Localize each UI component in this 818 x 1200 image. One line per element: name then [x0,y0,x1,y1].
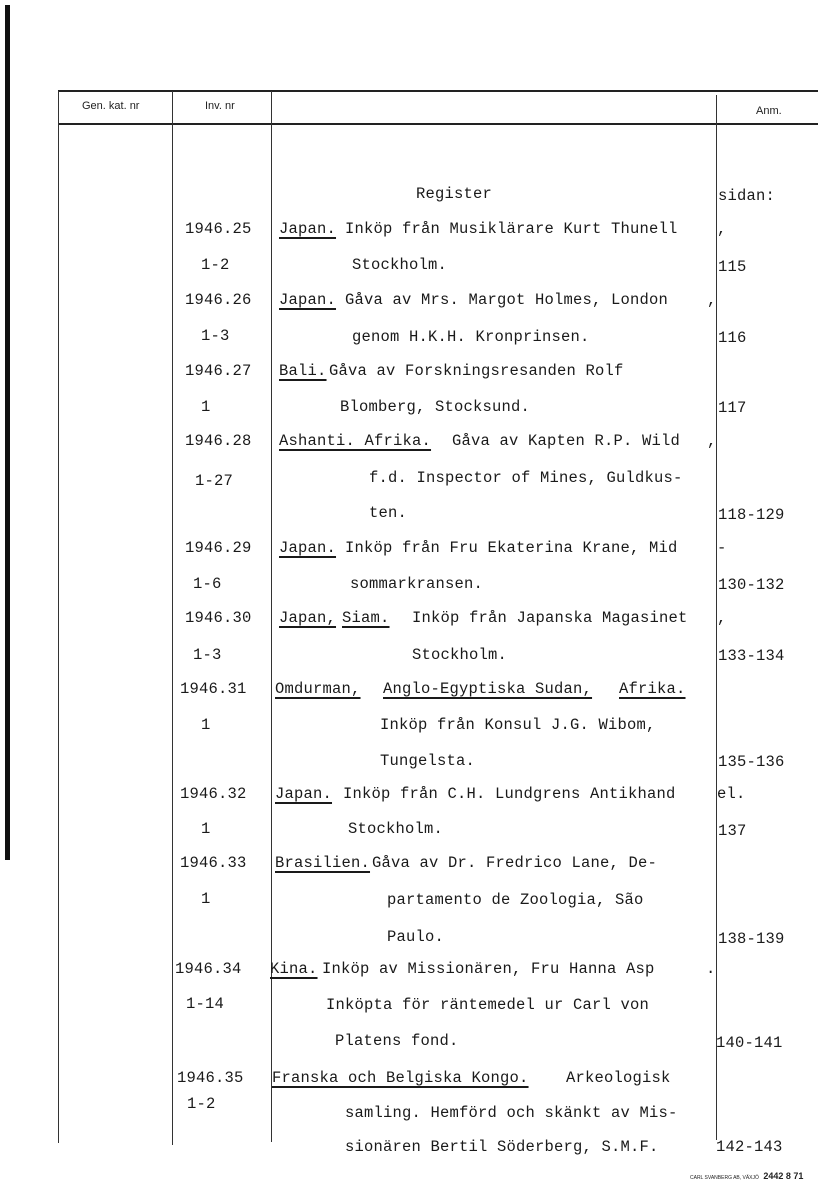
header-anm: Anm. [756,105,782,117]
inv-sub: 1-3 [193,646,222,664]
entry-tag: Japan, [279,609,337,627]
entry-tag: Ashanti. Afrika. [279,432,432,450]
inv-sub: 1 [201,890,211,908]
entry-line: Inköp från C.H. Lundgrens Antikhand [343,785,676,803]
inv-number: 1946.33 [180,854,247,872]
entry-line: Blomberg, Stocksund. [340,398,531,416]
entry-line: Inköpta för räntemedel ur Carl von [326,996,650,1014]
entry-line: Inköp av Missionären, Fru Hanna Asp [322,960,655,978]
inv-sub: 1 [201,398,211,416]
inv-sub: 1-2 [201,256,230,274]
entry-pages: 135-136 [718,753,785,771]
entry-line: Inköp från Japanska Magasinet [412,609,688,627]
entry-line: Gåva av Forskningsresanden Rolf [329,362,624,380]
register-title: Register [416,185,493,203]
entry-line: Gåva av Kapten R.P. Wild [452,432,681,450]
entry-pages: 117 [718,399,747,417]
entry-line: Gåva av Mrs. Margot Holmes, London [345,291,669,309]
entry-overflow: , [717,609,727,627]
entry-tag: Afrika. [619,680,686,698]
entry-pages: 138-139 [718,930,785,948]
inv-sub: 1-2 [187,1095,216,1113]
entry-overflow: , [707,291,717,309]
entry-pages: 116 [718,329,747,347]
entry-pages: 133-134 [718,647,785,665]
entry-tag: Omdurman, [275,680,361,698]
inv-number: 1946.29 [185,539,252,557]
entry-tag: Japan. [279,220,337,238]
inv-sub: 1 [201,820,211,838]
entry-tag: Bali. [279,362,327,380]
entry-line: Stockholm. [352,256,448,274]
entry-pages: 130-132 [718,576,785,594]
inv-number: 1946.25 [185,220,252,238]
entry-pages: 142-143 [716,1138,783,1156]
entry-tag: Kina. [270,960,318,978]
printer-imprint [690,1166,803,1184]
inv-number: 1946.26 [185,291,252,309]
entry-line: Tungelsta. [380,752,476,770]
entry-overflow: . [706,960,716,978]
entry-overflow: - [717,539,727,557]
inv-sub: 1-14 [186,995,225,1013]
inv-number: 1946.28 [185,432,252,450]
column-divider-gen-inv [172,91,173,1145]
entry-line: Inköp från Musiklärare Kurt Thunell [345,220,678,238]
entry-line: Inköp från Konsul J.G. Wibom, [380,716,656,734]
inv-number: 1946.31 [180,680,247,698]
entry-line: sommarkransen. [350,575,484,593]
inv-number: 1946.34 [175,960,242,978]
inv-number: 1946.35 [177,1069,244,1087]
entry-line: f.d. Inspector of Mines, Guldkus- [369,469,683,487]
header-gen-kat-nr: Gen. kat. nr [82,100,140,112]
entry-pages: 137 [718,822,747,840]
form-code: 2442 8 71 [763,1171,804,1181]
header-inv-nr: Inv. nr [205,100,235,112]
entry-tag: Japan. [279,539,337,557]
entry-line: Stockholm. [348,820,444,838]
entry-tag: Anglo-Egyptiska Sudan, [383,680,593,698]
entry-overflow: el. [717,785,746,803]
entry-line: Platens fond. [335,1032,459,1050]
entry-overflow: , [717,220,727,238]
entry-pages: 118-129 [718,506,785,524]
entry-overflow: , [707,432,717,450]
binding-strip [5,5,10,860]
entry-pages: 140-141 [716,1034,783,1052]
entry-line: Arkeologisk [566,1069,671,1087]
printer-name: CARL SVANBERG AB, VÄXJÖ [690,1175,759,1181]
inv-number: 1946.32 [180,785,247,803]
entry-line: sionären Bertil Söderberg, S.M.F. [345,1138,659,1156]
inv-number: 1946.30 [185,609,252,627]
entry-line: Inköp från Fru Ekaterina Krane, Mid [345,539,678,557]
entry-line: genom H.K.H. Kronprinsen. [352,328,590,346]
entry-line: Gåva av Dr. Fredrico Lane, De- [372,854,658,872]
entry-pages: 115 [718,258,747,276]
column-divider-left [58,91,59,1143]
entry-line: partamento de Zoologia, São [387,891,644,909]
sidan-label: sidan: [718,187,776,205]
entry-line: ten. [369,504,408,522]
entry-tag: Brasilien. [275,854,371,872]
entry-line: samling. Hemförd och skänkt av Mis- [345,1104,678,1122]
inv-number: 1946.27 [185,362,252,380]
entry-tag: Franska och Belgiska Kongo. [272,1069,529,1087]
entry-tag: Siam. [342,609,390,627]
inv-sub: 1-27 [195,472,234,490]
inv-sub: 1 [201,716,211,734]
entry-tag: Japan. [279,291,337,309]
inv-sub: 1-6 [193,575,222,593]
column-divider-inv-desc [271,91,272,1142]
inv-sub: 1-3 [201,327,230,345]
entry-line: Paulo. [387,928,445,946]
entry-tag: Japan. [275,785,333,803]
entry-line: Stockholm. [412,646,508,664]
